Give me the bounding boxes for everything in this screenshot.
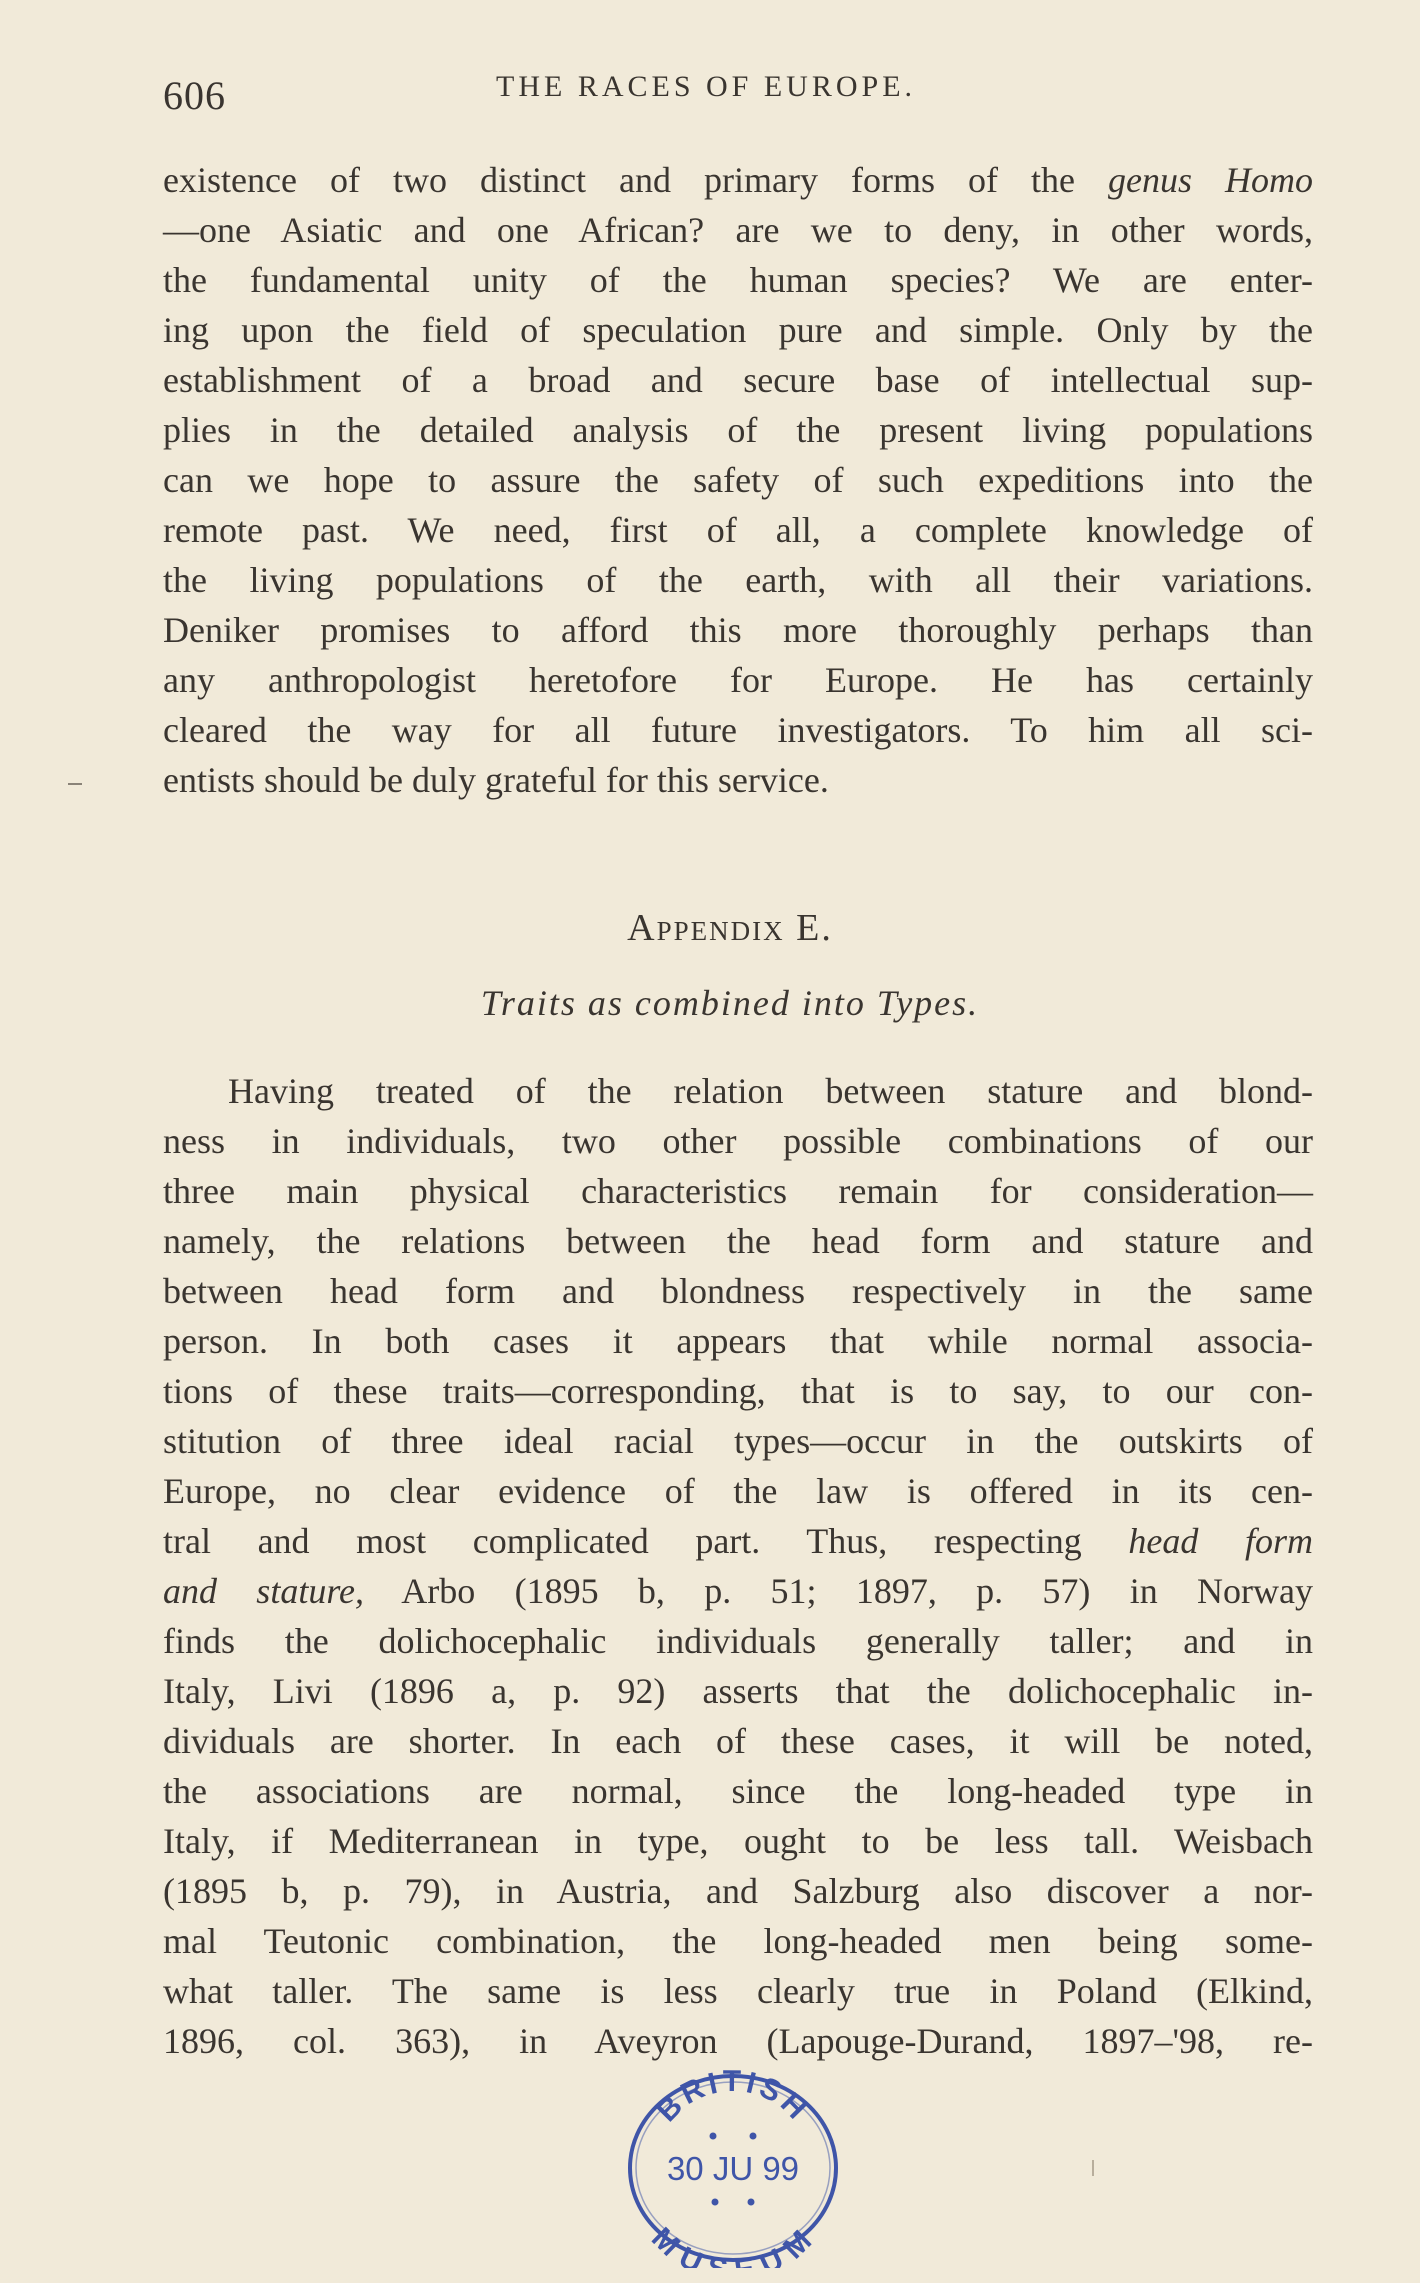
text-line: namely, the relations between the head form and stature and xyxy=(163,1221,1313,1261)
text-line: remote past. We need, first of all, a complete knowledge of xyxy=(163,510,1313,550)
text-line: Italy, Livi (1896 a, p. 92) asserts that the dolichocephalic in- xyxy=(163,1671,1313,1711)
text-line: the living populations of the earth, with all their variations. xyxy=(163,560,1313,600)
paper-speck xyxy=(1092,2160,1094,2176)
stamp-date: 30 JU 99 xyxy=(666,2150,800,2187)
text-line: between head form and blondness respectively in the same xyxy=(163,1271,1313,1311)
page-number: 606 xyxy=(163,73,226,118)
text-line: the associations are normal, since the long-headed type in xyxy=(163,1771,1313,1811)
text-line: the fundamental unity of the human species? We are enter- xyxy=(163,260,1313,300)
text-line: tral and most complicated part. Thus, respecting head form xyxy=(163,1521,1314,1561)
text-line: finds the dolichocephalic individuals generally taller; and in xyxy=(163,1621,1313,1661)
text-line: stitution of three ideal racial types—occur in the outskirts of xyxy=(163,1421,1313,1461)
margin-mark xyxy=(68,783,82,785)
text-line: tions of these traits—corresponding, that is to say, to our con- xyxy=(163,1371,1313,1411)
stamp-seal-icon xyxy=(618,2068,848,2268)
text-line: dividuals are shorter. In each of these cases, it will be noted, xyxy=(163,1721,1313,1761)
text-line: can we hope to assure the safety of such expeditions into the xyxy=(163,460,1313,500)
running-title: THE RACES OF EUROPE. xyxy=(496,70,917,103)
text-line: and stature, Arbo (1895 b, p. 51; 1897, p. 57) in Norway xyxy=(163,1571,1313,1611)
text-line: Having treated of the relation between stature and blond- xyxy=(228,1071,1313,1111)
stamp-top-text: BRITISH xyxy=(650,2068,816,2129)
text-line: cleared the way for all future investigators. To him all sci- xyxy=(163,710,1313,750)
text-line: entists should be duly grateful for this service. xyxy=(163,760,829,800)
text-line: any anthropologist heretofore for Europe. He has certainly xyxy=(163,660,1313,700)
text-line: mal Teutonic combination, the long-headed men being some- xyxy=(163,1921,1313,1961)
text-line: Deniker promises to afford this more thoroughly perhaps than xyxy=(163,610,1313,650)
text-line: Europe, no clear evidence of the law is offered in its cen- xyxy=(163,1471,1313,1511)
text-line: ness in individuals, two other possible combinations of our xyxy=(163,1121,1313,1161)
british-museum-stamp xyxy=(618,2068,848,2268)
text-line: plies in the detailed analysis of the present living populations xyxy=(163,410,1313,450)
text-line: existence of two distinct and primary forms of the genus Homo xyxy=(163,160,1314,200)
svg-text:BRITISH xyxy=(650,2068,815,2128)
text-line: 1896, col. 363), in Aveyron (Lapouge-Durand, 1897–'98, re- xyxy=(163,2021,1313,2061)
text-line: what taller. The same is less clearly true in Poland (Elkind, xyxy=(163,1971,1313,2011)
text-line: —one Asiatic and one African? are we to deny, in other words, xyxy=(163,210,1313,250)
text-line: Italy, if Mediterranean in type, ought to be less tall. Weisbach xyxy=(163,1821,1313,1861)
text-line: person. In both cases it appears that while normal associa- xyxy=(163,1321,1313,1361)
text-line: ing upon the field of speculation pure and simple. Only by the xyxy=(163,310,1313,350)
text-line: three main physical characteristics remain for consideration— xyxy=(163,1171,1313,1211)
text-line: establishment of a broad and secure base of intellectual sup- xyxy=(163,360,1313,400)
paragraph-continuation xyxy=(163,155,1313,805)
appendix-title: Appendix E. xyxy=(627,907,833,949)
appendix-paragraph xyxy=(163,1066,1313,2066)
text-line: (1895 b, p. 79), in Austria, and Salzburg also discover a nor- xyxy=(163,1871,1313,1911)
running-head xyxy=(163,64,1323,124)
stamp-bottom-text: MU UM xyxy=(645,2221,821,2268)
appendix-subtitle: Traits as combined into Types. xyxy=(480,983,980,1023)
